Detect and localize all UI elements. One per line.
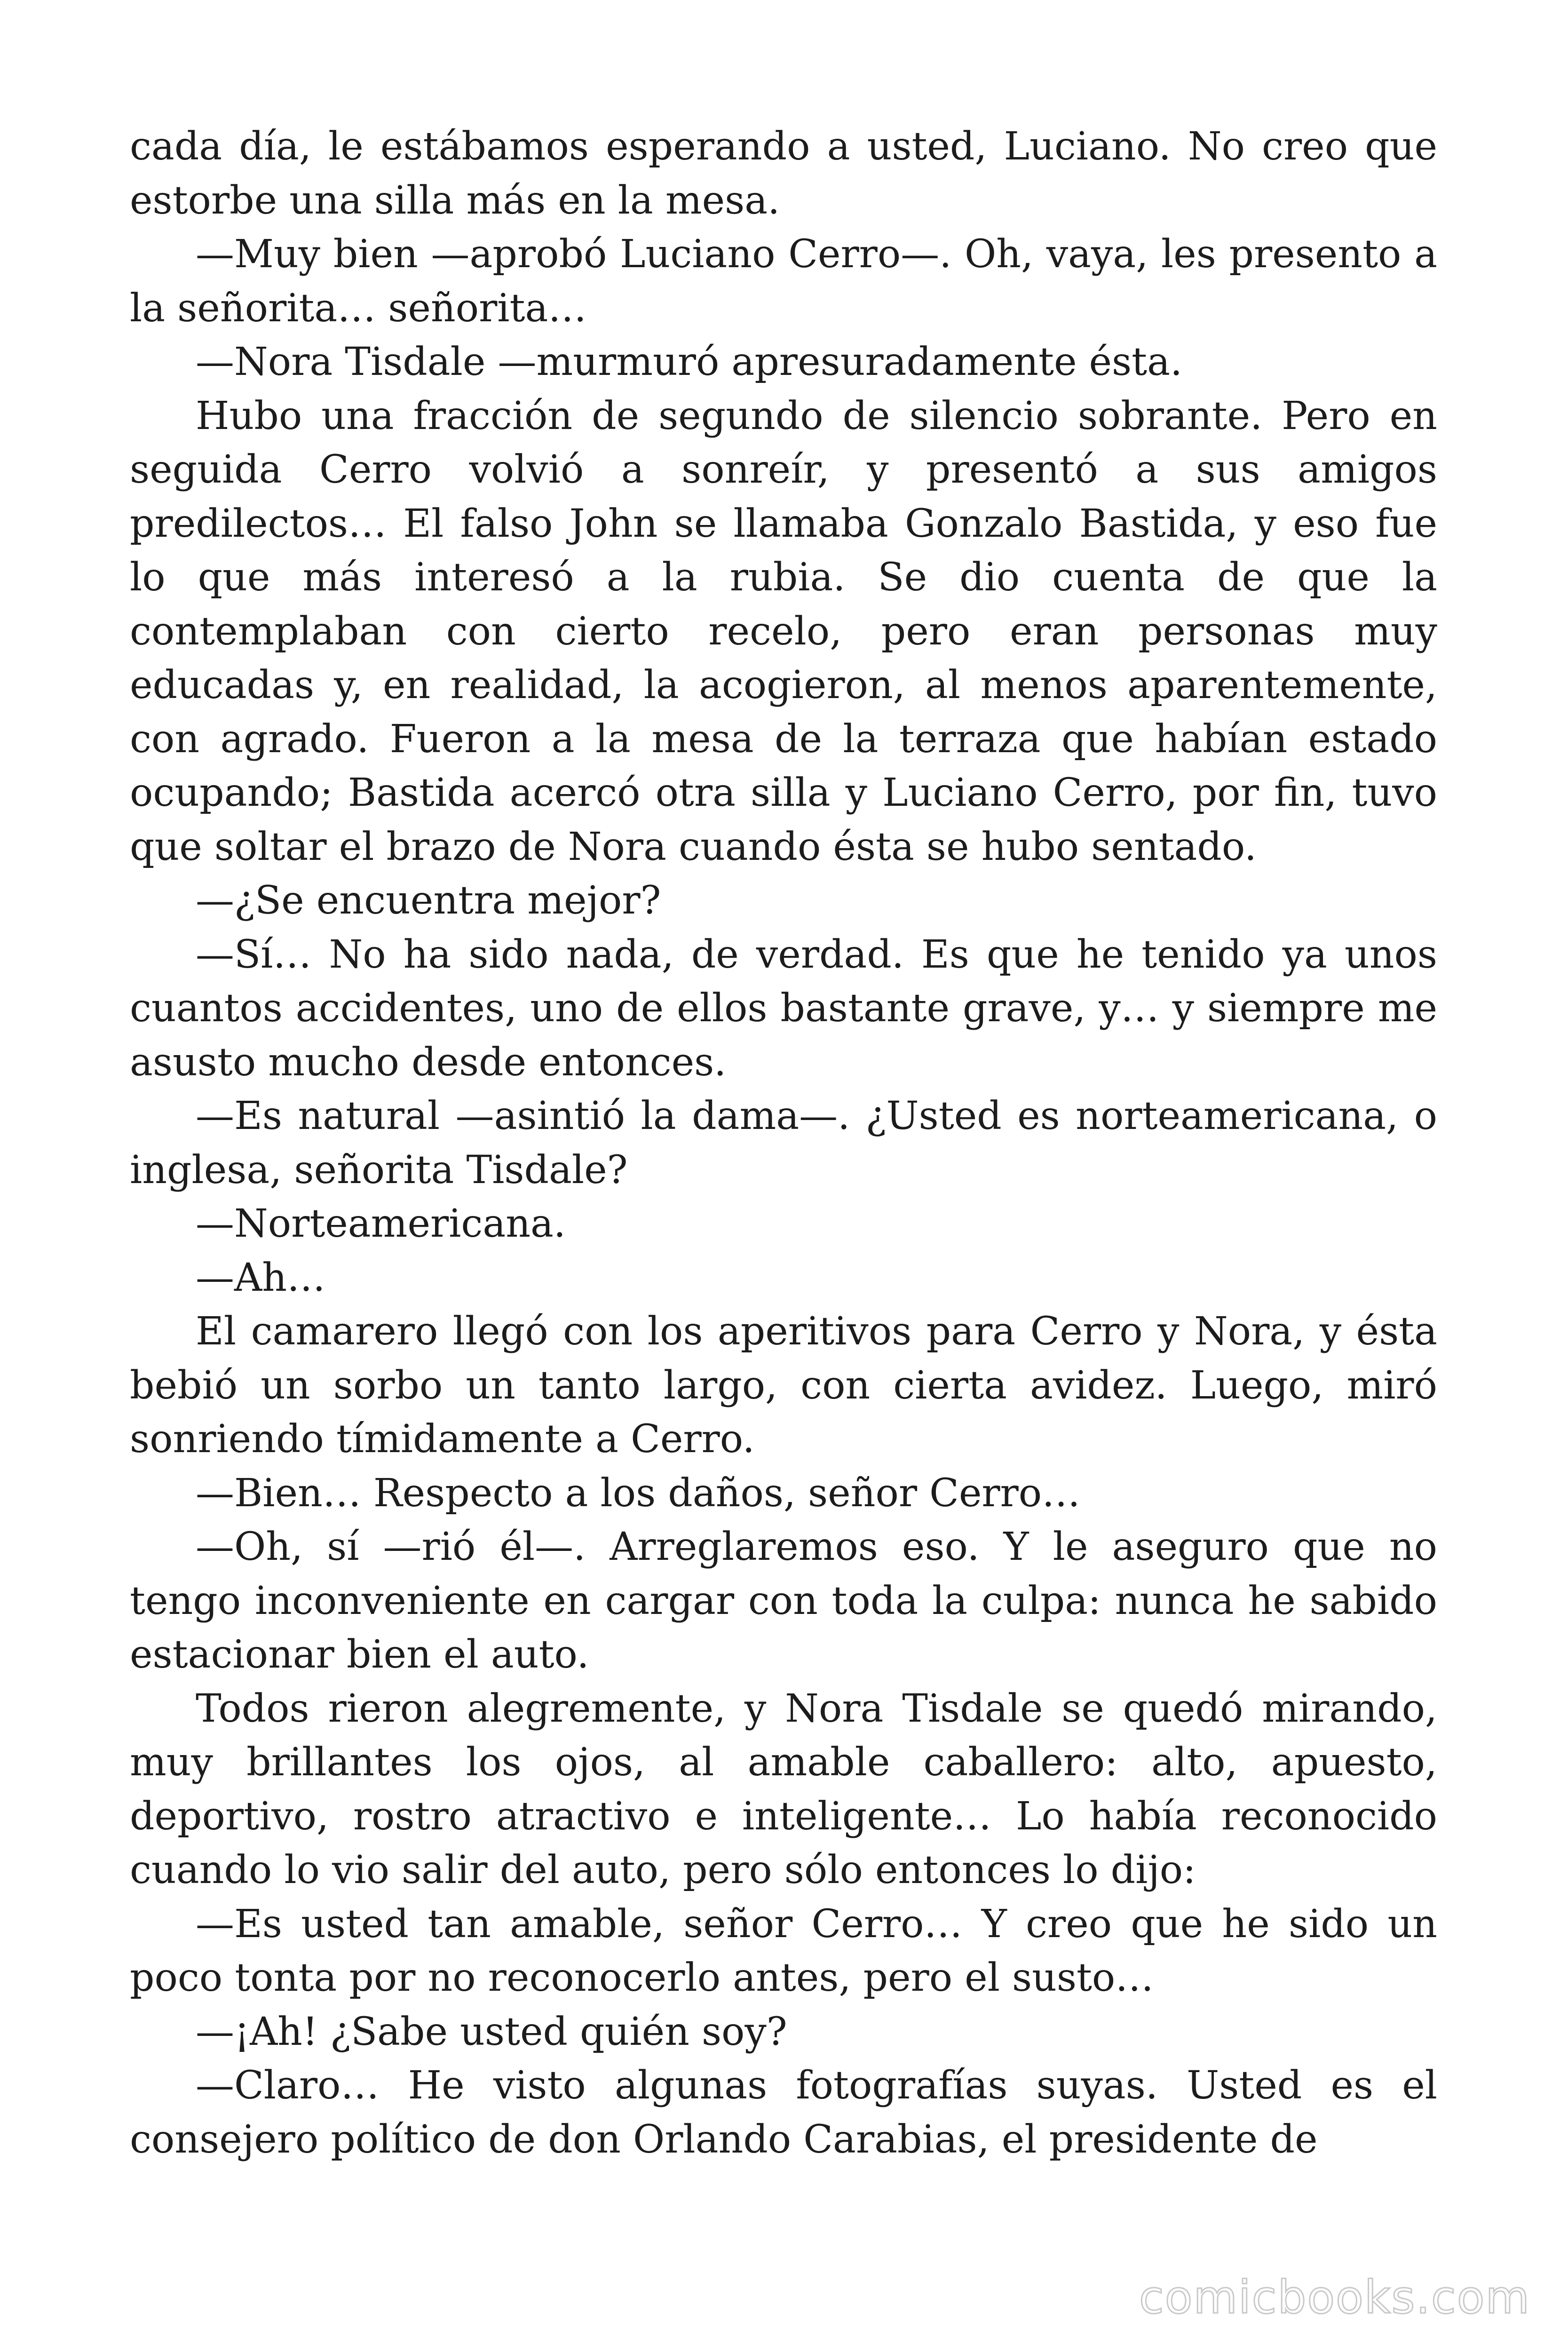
- paragraph-narration: Hubo una fracción de segundo de silencio sobrante. Pero en seguida Cerro volvió a sonreír, y presentó a sus amigos predilectos… El falso John se llamaba Gonzalo Bastida, y eso fue lo que más interesó a la rubia. Se dio cuenta de que la contemplaban con cierto recelo, pero eran personas muy educadas y, en realidad, la acogieron, al menos aparentemente, con agrado. Fueron a la mesa de la terraza que habían estado ocupando; Bastida acercó otra silla y Luciano Cerro, por fin, tuvo que soltar el brazo de Nora cuando ésta se hubo sentado.: [130, 393, 1437, 869]
- paragraph-dialogue: —Muy bien —aprobó Luciano Cerro—. Oh, vaya, les presento a la señorita… señorita…: [130, 232, 1437, 331]
- paragraph-dialogue: —Ah…: [196, 1255, 326, 1300]
- paragraph-dialogue: —Oh, sí —rió él—. Arreglaremos eso. Y le aseguro que no tengo inconveniente en cargar con toda la culpa: nunca he sabido estacionar bien el auto.: [130, 1525, 1437, 1677]
- paragraph-dialogue: —Claro… He visto algunas fotografías suyas. Usted es el consejero político de don Orlando Carabias, el presidente de: [130, 2063, 1437, 2162]
- watermark: comicbooks.com: [1139, 2271, 1530, 2324]
- paragraph-dialogue: —Norteamericana.: [196, 1201, 566, 1246]
- paragraph-narration: Todos rieron alegremente, y Nora Tisdale se quedó mirando, muy brillantes los ojos, al amable caballero: alto, apuesto, deportivo, rostro atractivo e inteligente… Lo había reconocido cuando lo vio salir del auto, pero sólo entonces lo dijo:: [130, 1686, 1437, 1892]
- paragraph-dialogue: —¡Ah! ¿Sabe usted quién soy?: [196, 2009, 787, 2054]
- paragraph-dialogue: —Bien… Respecto a los daños, señor Cerro…: [196, 1470, 1081, 1516]
- paragraph-continued: cada día, le estábamos esperando a usted, Luciano. No creo que estorbe una silla más en la mesa.: [130, 124, 1437, 223]
- paragraph-dialogue: —Es natural —asintió la dama—. ¿Usted es norteamericana, o inglesa, señorita Tisdale?: [130, 1094, 1437, 1192]
- paragraph-dialogue: —Sí… No ha sido nada, de verdad. Es que he tenido ya unos cuantos accidentes, uno de ellos bastante grave, y… y siempre me asusto mucho desde entonces.: [130, 932, 1437, 1085]
- paragraph-dialogue: —¿Se encuentra mejor?: [196, 878, 661, 923]
- page-text: [130, 120, 1437, 2167]
- paragraph-narration: El camarero llegó con los aperitivos para Cerro y Nora, y ésta bebió un sorbo un tanto largo, con cierta avidez. Luego, miró sonriendo tímidamente a Cerro.: [130, 1309, 1437, 1462]
- paragraph-dialogue: —Es usted tan amable, señor Cerro… Y creo que he sido un poco tonta por no reconocerlo antes, pero el susto…: [130, 1901, 1437, 2000]
- paragraph-dialogue: —Nora Tisdale —murmuró apresuradamente ésta.: [196, 340, 1183, 384]
